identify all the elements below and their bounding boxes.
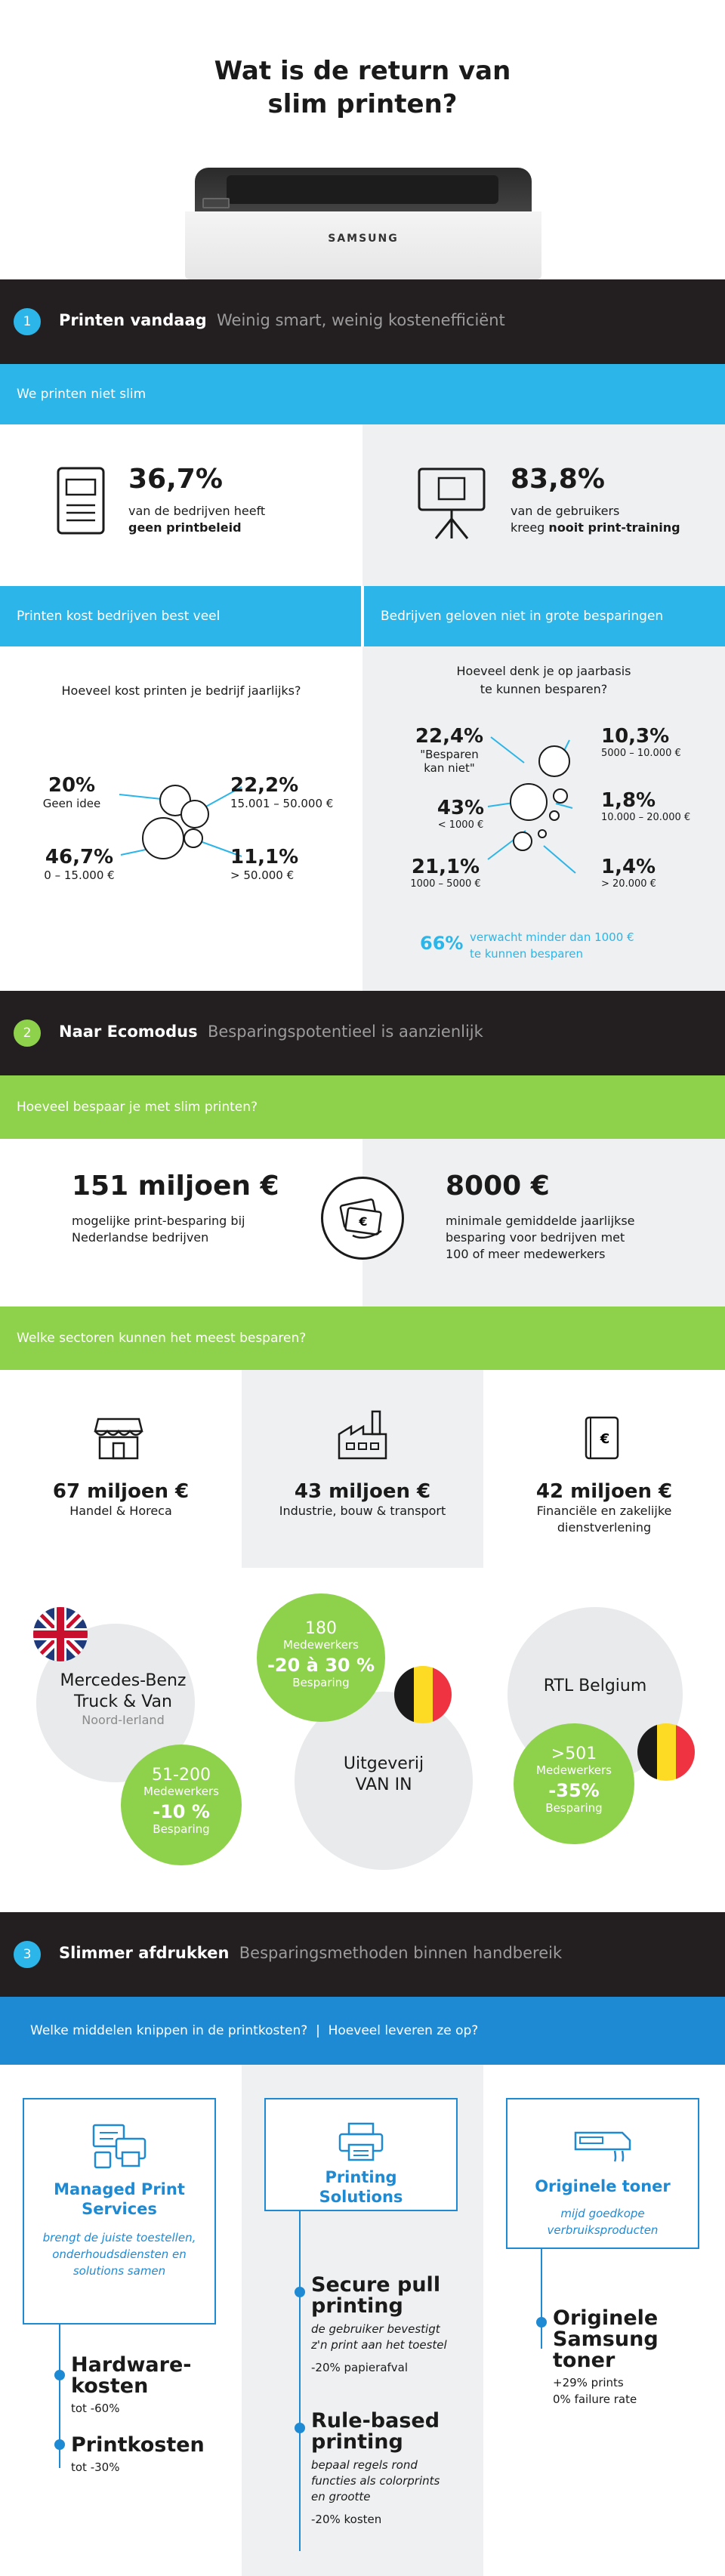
highlight-line: te kunnen besparen xyxy=(470,947,583,961)
svg-text:€: € xyxy=(600,1431,610,1447)
stat-no-policy-value: 36,7% xyxy=(128,464,223,495)
company-name: Mercedes-Benz xyxy=(60,1671,187,1690)
sector-label: Handel & Horeca xyxy=(69,1504,172,1518)
card-desc-line: brengt de juiste toestellen, xyxy=(42,2231,196,2244)
saving-label: Besparing xyxy=(153,1822,210,1836)
stat-line: minimale gemiddelde jaarlijkse xyxy=(446,1214,635,1228)
question-line: te kunnen besparen? xyxy=(480,682,608,696)
sector-label: dienstverlening xyxy=(557,1520,652,1535)
card-description xyxy=(508,2205,698,2238)
managed-print-icon xyxy=(91,2122,148,2170)
stat-151m-text xyxy=(72,1213,245,1246)
saving-item-1000-5000 xyxy=(393,856,498,890)
cost-item-geen-idee xyxy=(30,774,113,810)
employees-label: Medewerkers xyxy=(143,1785,219,1798)
bubble-15001-50000 xyxy=(181,801,208,828)
bullet-text: tot -30% xyxy=(71,2460,120,2474)
bullet-printkosten xyxy=(71,2435,205,2476)
sector-financieel xyxy=(483,1480,725,1536)
card-desc-line: solutions samen xyxy=(72,2264,166,2278)
question-line: Hoeveel denk je op jaarbasis xyxy=(456,664,631,678)
saving-item-20000 xyxy=(601,856,714,890)
saving-label: 1000 – 5000 € xyxy=(410,878,481,890)
saving-value: -35% xyxy=(548,1780,600,1801)
saving-label: "Besparen xyxy=(420,748,479,761)
cost-question: Hoeveel kost printen je bedrijf jaarlijks? xyxy=(61,683,301,698)
bullet-heading: kosten xyxy=(71,2374,149,2398)
sector-value: 42 miljoen € xyxy=(535,1480,673,1503)
bullet-dot xyxy=(295,2423,305,2433)
employees-value: 180 xyxy=(305,1619,337,1638)
bullet-heading: printing xyxy=(311,2294,403,2318)
saving-value: 43% xyxy=(437,797,485,819)
card-title-line: Services xyxy=(82,2200,157,2218)
stat-line-bold: geen printbeleid xyxy=(128,520,242,535)
bullet-text: tot -60% xyxy=(71,2402,120,2415)
section-title: Printen vandaag xyxy=(59,311,207,329)
printer-display xyxy=(202,198,230,208)
stat-line-prefix: kreeg xyxy=(511,520,549,535)
bullet-secure-pull xyxy=(311,2275,447,2376)
cost-value: 20% xyxy=(48,774,96,797)
bubble-1000 xyxy=(511,784,547,820)
bullet-dot xyxy=(536,2317,547,2328)
bullet-heading: printing xyxy=(311,2430,403,2454)
card-title xyxy=(24,2180,214,2219)
bullet-text: 0% failure rate xyxy=(553,2392,637,2406)
bar-cost: Printen kost bedrijven best veel xyxy=(0,586,361,646)
card-title xyxy=(266,2167,456,2207)
section-3-header xyxy=(0,1912,725,1997)
highlight-line: verwacht minder dan 1000 € xyxy=(470,930,634,944)
bar-sectors: Welke sectoren kunnen het meest besparen? xyxy=(0,1307,725,1370)
cost-label: 0 – 15.000 € xyxy=(44,868,115,882)
section-number: 3 xyxy=(14,1941,41,1968)
shop-icon xyxy=(94,1416,143,1461)
section-number: 2 xyxy=(14,1020,41,1047)
saving-value: -10 % xyxy=(153,1801,210,1822)
svg-text:€: € xyxy=(359,1214,368,1229)
employees-value: 51-200 xyxy=(152,1766,211,1785)
case-mercedes-name xyxy=(36,1671,210,1727)
card-desc-line: onderhoudsdiensten en xyxy=(52,2247,187,2261)
company-name: VAN IN xyxy=(355,1775,412,1794)
cost-label: Geen idee xyxy=(42,797,101,810)
bubble-10000-20000 xyxy=(550,811,559,820)
saving-label: 5000 – 10.000 € xyxy=(601,748,681,759)
stat-8000-value: 8000 € xyxy=(446,1171,550,1202)
section-title: Slimmer afdrukken xyxy=(59,1944,230,1962)
belgium-flag-icon xyxy=(394,1666,452,1723)
bar-separator: | xyxy=(316,2023,320,2038)
bullet-text: +29% prints xyxy=(553,2376,624,2389)
cost-item-15001-50000 xyxy=(230,774,351,810)
bullet-rule-based xyxy=(311,2411,440,2528)
card-printing-solutions xyxy=(264,2098,458,2211)
card-desc-line: verbruiksproducten xyxy=(547,2223,659,2237)
saving-item-5000-10000 xyxy=(601,725,714,759)
section-subtitle: Besparingsmethoden binnen handbereik xyxy=(239,1944,563,1962)
case-vanin-name xyxy=(295,1754,473,1796)
stat-8000-text xyxy=(446,1213,635,1263)
bullet-text: -20% papierafval xyxy=(311,2361,409,2374)
section-heading xyxy=(59,311,505,329)
section-number: 1 xyxy=(14,308,41,335)
stat-line: van de bedrijven heeft xyxy=(128,504,266,518)
stat-no-training-value: 83,8% xyxy=(511,464,605,495)
stat-151m-value: 151 miljoen € xyxy=(72,1171,279,1202)
printer-icon xyxy=(338,2122,384,2161)
stat-line xyxy=(511,520,680,536)
case-vanin-bubble xyxy=(257,1593,385,1722)
bullet-desc: functies als colorprints xyxy=(311,2474,440,2488)
bubble-5000-10000 xyxy=(554,789,567,803)
cost-label: 15.001 – 50.000 € xyxy=(230,797,334,810)
bullet-dot xyxy=(54,2370,65,2380)
stat-line: van de gebruikers xyxy=(511,504,620,518)
stat-line-bold: nooit print-training xyxy=(548,520,680,535)
bullet-heading: Originele xyxy=(553,2306,659,2330)
belgium-flag-icon xyxy=(637,1723,695,1781)
saving-label: < 1000 € xyxy=(437,819,484,831)
card-title: Originele toner xyxy=(535,2177,671,2195)
bullet-dot xyxy=(295,2287,305,2297)
sector-handel xyxy=(0,1480,242,1519)
stat-line: Nederlandse bedrijven xyxy=(72,1230,209,1245)
bullet-heading: Samsung toner xyxy=(553,2328,659,2372)
saving-value: 21,1% xyxy=(411,856,480,878)
savings-highlight-value: 66% xyxy=(420,933,464,954)
card-description xyxy=(24,2229,214,2279)
savings-highlight-text xyxy=(470,929,634,962)
stat-no-training-text xyxy=(511,503,680,536)
bubble-besparen-kan-niet xyxy=(539,746,569,776)
cost-item-50000 xyxy=(230,846,351,882)
bubble-20000 xyxy=(538,830,546,838)
section-subtitle: Besparingspotentieel is aanzienlijk xyxy=(207,1023,483,1041)
bullet-desc: z'n print aan het toestel xyxy=(311,2338,447,2352)
bullet-text: -20% kosten xyxy=(311,2513,382,2526)
saving-label: > 20.000 € xyxy=(601,878,656,890)
card-title-line: Managed Print xyxy=(54,2180,185,2198)
sector-label: Industrie, bouw & transport xyxy=(279,1504,446,1518)
bar-methods-return: Hoeveel leveren ze op? xyxy=(328,2023,479,2038)
printer-slot xyxy=(227,175,498,204)
wallet-euro-icon xyxy=(583,1414,622,1461)
section-heading xyxy=(59,1944,562,1962)
savings-question xyxy=(362,662,725,699)
printer-body xyxy=(185,211,541,279)
stat-line: mogelijke print-besparing bij xyxy=(72,1214,245,1228)
toner-cartridge-icon xyxy=(572,2125,633,2164)
document-printer-icon xyxy=(56,466,106,535)
employees-value: >501 xyxy=(551,1745,597,1763)
saving-item-10000-20000 xyxy=(601,789,714,823)
company-location: Noord-Ierland xyxy=(82,1713,165,1727)
bullet-originele-toner xyxy=(553,2308,725,2408)
section-subtitle: Weinig smart, weinig kostenefficiënt xyxy=(217,311,505,329)
company-name: Truck & Van xyxy=(74,1692,172,1711)
saving-item-kan-niet xyxy=(400,725,498,775)
section-heading xyxy=(59,1023,483,1041)
bar-not-smart: We printen niet slim xyxy=(0,364,725,424)
cost-value: 46,7% xyxy=(45,846,114,868)
cost-item-0-15000 xyxy=(30,846,128,882)
page-title xyxy=(0,54,725,121)
section-title: Naar Ecomodus xyxy=(59,1023,198,1041)
saving-label: 10.000 – 20.000 € xyxy=(601,812,691,823)
bar-savings-belief: Bedrijven geloven niet in grote besparingen xyxy=(364,586,725,646)
saving-label: Besparing xyxy=(292,1676,350,1689)
card-title-line: Solutions xyxy=(319,2188,403,2206)
stat-line: 100 of meer medewerkers xyxy=(446,1247,606,1261)
section-2-header xyxy=(0,991,725,1075)
card-originele-toner xyxy=(506,2098,699,2249)
sector-panel-middle xyxy=(242,1370,483,1568)
stat-no-policy-text xyxy=(128,503,265,536)
bullet-heading: Printkosten xyxy=(71,2433,205,2457)
sector-value: 67 miljoen € xyxy=(52,1480,190,1503)
company-name: Uitgeverij xyxy=(343,1754,424,1773)
uk-flag-icon xyxy=(33,1607,88,1661)
money-stack-icon xyxy=(336,1192,389,1245)
printer-brand-label: SAMSUNG xyxy=(328,233,399,245)
bar-methods-question: Welke middelen knippen in de printkosten? xyxy=(30,2023,308,2038)
sector-value: 43 miljoen € xyxy=(294,1480,431,1503)
saving-label: kan niet" xyxy=(424,761,475,775)
saving-value: -20 à 30 % xyxy=(267,1655,375,1676)
cost-value: 11,1% xyxy=(230,846,299,868)
bubble-1000-5000 xyxy=(514,832,532,850)
sector-industrie xyxy=(242,1480,483,1519)
saving-value: 1,8% xyxy=(601,789,656,812)
saving-value: 1,4% xyxy=(601,856,656,878)
employees-label: Medewerkers xyxy=(283,1638,359,1652)
saving-label: Besparing xyxy=(545,1801,603,1815)
bar-how-much-save: Hoeveel bespaar je met slim printen? xyxy=(0,1075,725,1139)
card-title-line: Printing xyxy=(325,2168,397,2186)
connector-line xyxy=(541,2249,542,2349)
saving-item-1000 xyxy=(423,797,498,831)
bullet-heading: Secure pull xyxy=(311,2273,441,2297)
bullet-heading: Hardware- xyxy=(71,2353,192,2377)
section-1-header xyxy=(0,279,725,364)
employees-label: Medewerkers xyxy=(536,1763,612,1777)
title-line-1: Wat is de return van xyxy=(214,56,511,86)
bar-methods xyxy=(0,1997,725,2065)
bullet-desc: en grootte xyxy=(311,2490,371,2504)
bubble-0-15000 xyxy=(143,818,184,859)
bullet-hardware xyxy=(71,2355,191,2417)
stat-line: besparing voor bedrijven met xyxy=(446,1230,625,1245)
case-mercedes-bubble xyxy=(121,1745,242,1865)
case-rtl-name: RTL Belgium xyxy=(543,1677,647,1695)
cost-label: > 50.000 € xyxy=(230,868,295,882)
bubble-50000 xyxy=(184,829,202,847)
cost-value: 22,2% xyxy=(230,774,299,797)
bullet-dot xyxy=(54,2439,65,2450)
card-desc-line: mijd goedkope xyxy=(560,2207,645,2220)
sector-label: Financiële en zakelijke xyxy=(536,1504,672,1518)
title-line-2: slim printen? xyxy=(267,89,458,119)
connector-line xyxy=(299,2211,301,2551)
card-managed-print xyxy=(23,2098,216,2325)
saving-value: 10,3% xyxy=(601,725,670,748)
bullet-heading: Rule-based xyxy=(311,2409,440,2433)
factory-icon xyxy=(336,1408,389,1461)
case-rtl-bubble xyxy=(514,1723,634,1844)
bullet-desc: bepaal regels rond xyxy=(311,2458,418,2472)
saving-value: 22,4% xyxy=(415,725,484,748)
presentation-board-icon xyxy=(416,466,487,541)
bullet-desc: de gebruiker bevestigt xyxy=(311,2322,440,2336)
